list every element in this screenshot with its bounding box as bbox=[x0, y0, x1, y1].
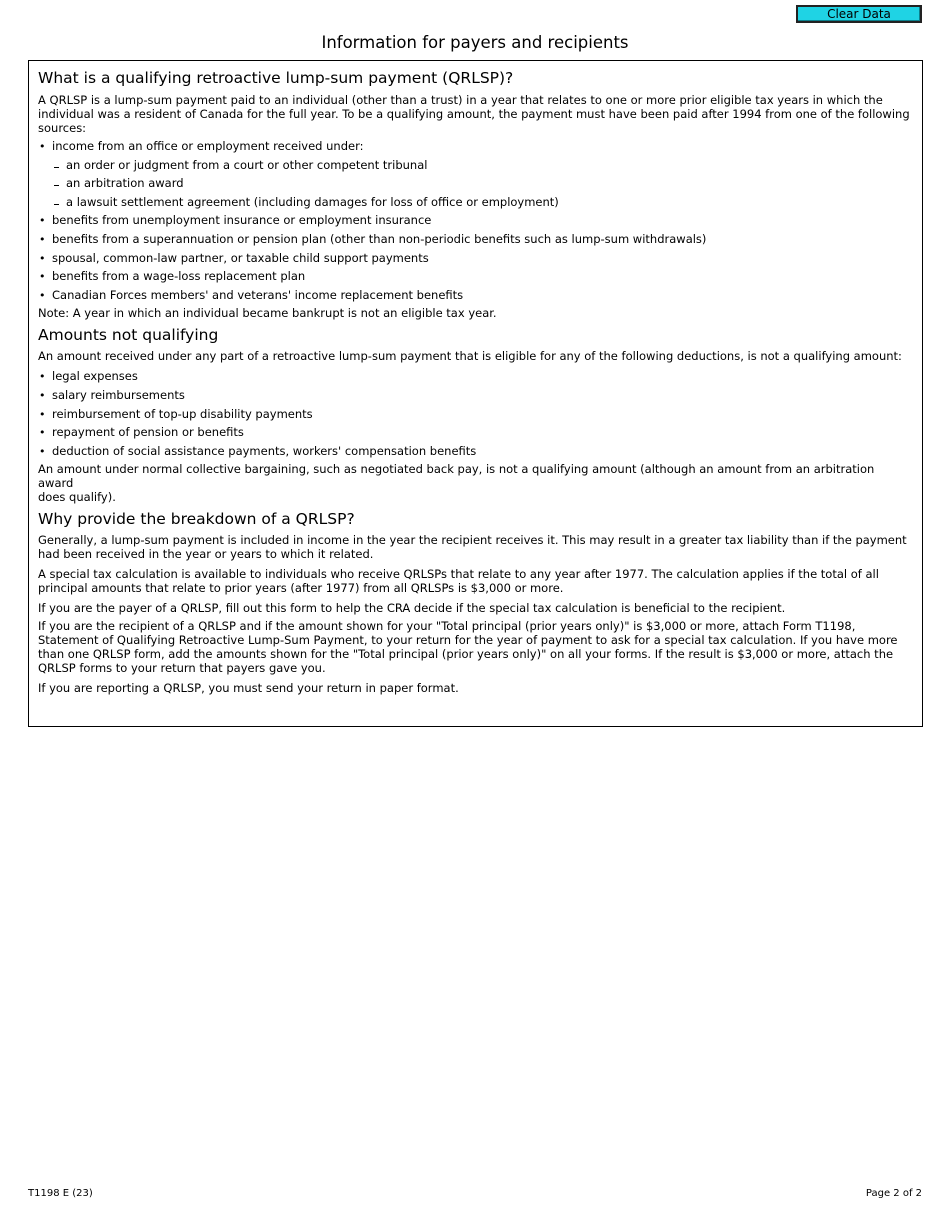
list-item-text: income from an office or employment received under: bbox=[52, 139, 364, 153]
page-title: Information for payers and recipients bbox=[321, 33, 629, 52]
sub-list-item: a lawsuit settlement agreement (including damages for loss of office or employment) bbox=[52, 195, 913, 209]
list-item: • spousal, common-law partner, or taxable child support payments bbox=[38, 251, 913, 265]
list-item bbox=[38, 139, 913, 209]
list-item: • repayment of pension or benefits bbox=[38, 425, 913, 439]
collective-bargaining-note bbox=[38, 462, 913, 504]
qualifying-sources-list bbox=[38, 139, 913, 302]
breakdown-paragraph-5: If you are reporting a QRLSP, you must send your return in paper format. bbox=[38, 681, 459, 696]
list-item: • benefits from a wage-loss replacement plan bbox=[38, 269, 913, 283]
list-item: • benefits from unemployment insurance or employment insurance bbox=[38, 213, 913, 227]
list-item: • deduction of social assistance payments, workers' compensation benefits bbox=[38, 444, 913, 458]
deductions-list bbox=[38, 369, 913, 457]
not-qualifying-intro: An amount received under any part of a retroactive lump-sum payment that is eligible for any of the following deductions, is not a qualifying amount: bbox=[38, 349, 902, 364]
list-item: • legal expenses bbox=[38, 369, 913, 383]
list-item: • salary reimbursements bbox=[38, 388, 913, 402]
employment-sublist bbox=[52, 158, 913, 209]
page-number: Page 2 of 2 bbox=[865, 1188, 922, 1199]
breakdown-paragraph-4: If you are the recipient of a QRLSP and if the amount shown for your "Total principal (prior years only)" is $3,000 or more, attach Form T1198, Statement of Qualifying Retroactive Lump-Sum Payment, to your return for the year of payment to ask for a special tax calculation. If you have more than one QRLSP form, add the amounts shown for the "Total principal (prior years only)" on all your forms. If the result is $3,000 or more, attach the QRLSP forms to your return that payers gave you. bbox=[38, 619, 898, 676]
form-identifier: T1198 E (23) bbox=[28, 1188, 93, 1199]
list-item: • benefits from a superannuation or pension plan (other than non-periodic benefits such as lump-sum withdrawals) bbox=[38, 232, 913, 246]
information-box bbox=[28, 60, 923, 727]
list-item: • Canadian Forces members' and veterans' income replacement benefits bbox=[38, 288, 913, 302]
sub-list-item: an order or judgment from a court or other competent tribunal bbox=[52, 158, 913, 172]
section-heading-qrlsp: What is a qualifying retroactive lump-sum payment (QRLSP)? bbox=[38, 69, 514, 87]
section-heading-breakdown: Why provide the breakdown of a QRLSP? bbox=[38, 510, 355, 529]
list-item: • reimbursement of top-up disability payments bbox=[38, 407, 913, 421]
qrlsp-intro: A QRLSP is a lump-sum payment paid to an individual (other than a trust) in a year that relates to one or more prior eligible tax years in which the individual was a resident of Canada for the full year. To be a qualifying amount, the payment must have been paid after 1994 from one of the following sources: bbox=[38, 93, 910, 135]
breakdown-paragraph-1: Generally, a lump-sum payment is included in income in the year the recipient receives it. This may result in a greater tax liability than if the payment had been received in the year or years to which it related. bbox=[38, 533, 907, 562]
bankruptcy-note: Note: A year in which an individual became bankrupt is not an eligible tax year. bbox=[38, 306, 497, 321]
collective-bargaining-line1: An amount under normal collective bargaining, such as negotiated back pay, is not a qualifying amount (although an amount from an arbitration award bbox=[38, 462, 875, 491]
section-heading-not-qualifying: Amounts not qualifying bbox=[38, 326, 219, 345]
clear-data-button[interactable]: Clear Data bbox=[796, 5, 922, 23]
breakdown-paragraph-3: If you are the payer of a QRLSP, fill out this form to help the CRA decide if the special tax calculation is beneficial to the recipient. bbox=[38, 601, 786, 616]
sub-list-item: an arbitration award bbox=[52, 176, 913, 190]
breakdown-paragraph-2: A special tax calculation is available to individuals who receive QRLSPs that relate to any year after 1977. The calculation applies if the total of all principal amounts that relate to prior years (after 1977) from all QRLSPs is $3,000 or more. bbox=[38, 567, 879, 596]
collective-bargaining-line2: does qualify). bbox=[38, 490, 116, 505]
